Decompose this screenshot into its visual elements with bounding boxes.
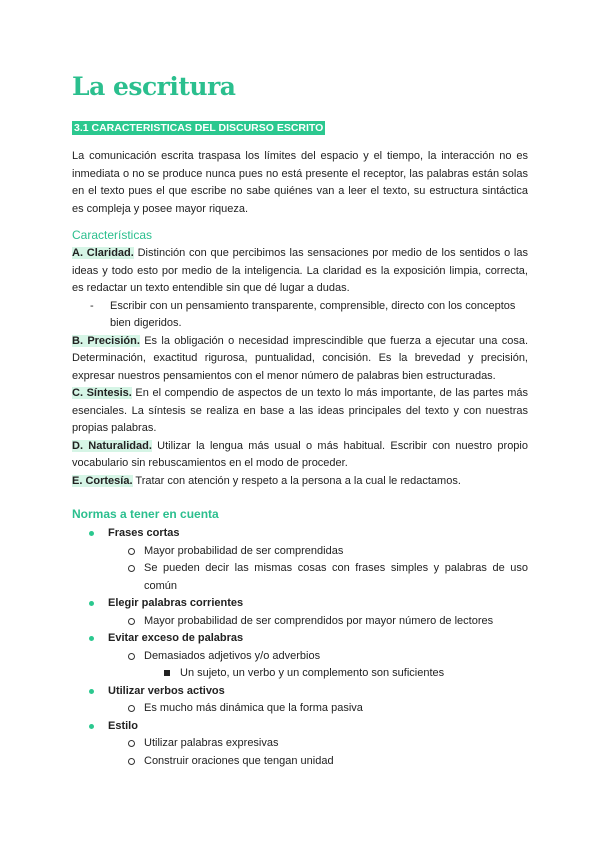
norm-subitem [72, 560, 528, 595]
norm-subitem [72, 753, 528, 771]
norm-item-estilo [72, 718, 528, 736]
document-title: La escritura [72, 72, 236, 101]
sintesis-paragraph [72, 385, 528, 438]
sintesis-label: C. Síntesis. [72, 387, 132, 399]
dash-marker: - [90, 299, 94, 312]
norm-subitem-text: Mayor probabilidad de ser comprendidos por mayor número de lectores [144, 614, 494, 627]
bullet-circle-icon [128, 705, 135, 712]
intro-paragraph: La comunicación escrita traspasa los límites del espacio y el tiempo, la interacción no es inmediata o no se produce nunca pues no está presente el receptor, las palabras están solas en el texto pues el que escribe no sabe quiénes van a leer el texto, su estructura sintáctica es compleja y posee mayor riqueza. [72, 150, 528, 215]
norm-label: Utilizar verbos activos [108, 684, 225, 697]
bullet-dot-icon [89, 724, 94, 729]
claridad-text: Distinción con que percibimos las sensaciones por medio de los sentidos o las ideas y todo esto por medio de la inteligencia. La claridad es la exposición limpia, correcta, es redactar un texto entendible sin que dé lugar a dudas. [72, 247, 528, 294]
norm-label: Frases cortas [108, 527, 180, 539]
sintesis-text: En el compendio de aspectos de un texto lo más importante, de las partes más esenciales. La síntesis se realiza en base a las ideas principales del texto y con nuestras propias palabras. [72, 387, 528, 434]
norm-subitem [72, 700, 528, 718]
naturalidad-paragraph [72, 438, 528, 473]
naturalidad-label: D. Naturalidad. [72, 439, 152, 452]
claridad-dash-item [72, 298, 528, 333]
norm-item-frases [72, 525, 528, 543]
claridad-label: A. Claridad. [72, 247, 134, 259]
bullet-dot-icon [89, 601, 94, 606]
bullet-dot-icon [89, 636, 94, 641]
norm-subitem [72, 735, 528, 753]
norms-heading: Normas a tener en cuenta [72, 507, 219, 521]
bullet-circle-icon [128, 548, 135, 555]
norm-subsubitem [72, 665, 528, 683]
naturalidad-text: Utilizar la lengua más usual o más habitual. Escribir con nuestro propio vocabulario sin rebuscamientos en el modo de proceder. [72, 439, 528, 469]
norms-list [72, 525, 528, 770]
norm-subitem [72, 648, 528, 666]
precision-label: B. Precisión. [72, 334, 140, 347]
norm-subitem-text: Construir oraciones que tengan unidad [144, 754, 334, 767]
norm-item-elegir [72, 595, 528, 613]
norm-subitem-text: Utilizar palabras expresivas [144, 737, 279, 749]
norm-item-evitar [72, 630, 528, 648]
bullet-circle-icon [128, 740, 135, 747]
section-heading: 3.1 CARACTERISTICAS DEL DISCURSO ESCRITO [74, 122, 324, 134]
cortesia-paragraph [72, 473, 528, 491]
norm-subsubitem-text: Un sujeto, un verbo y un complemento son suficientes [180, 667, 445, 679]
bullet-square-icon [164, 670, 170, 676]
cortesia-label: E. Cortesía. [72, 474, 133, 487]
claridad-dash-text: Escribir con un pensamiento transparente, comprensible, directo con los conceptos bien digeridos. [110, 299, 516, 329]
norm-subitem [72, 543, 528, 561]
cortesia-text: Tratar con atención y respeto a la persona a la cual le redactamos. [132, 474, 461, 487]
bullet-circle-icon [128, 758, 135, 765]
norm-subitem-text: Se pueden decir las mismas cosas con frases simples y palabras de uso común [144, 562, 528, 592]
norm-subitem-text: Demasiados adjetivos y/o adverbios [144, 649, 321, 662]
norm-label: Estilo [108, 719, 138, 732]
precision-text: Es la obligación o necesidad imprescindible que fuerza a ejecutar una cosa. Determinación, exactitud rigurosa, puntualidad, concisión. Es la brevedad y precisión, expresar nuestros pensamientos con el menor número de palabras bien estructuradas. [72, 334, 528, 382]
bullet-circle-icon [128, 653, 135, 660]
norm-subitem-text: Mayor probabilidad de ser comprendidas [144, 544, 344, 557]
claridad-paragraph [72, 245, 528, 298]
norm-label: Elegir palabras corrientes [108, 597, 244, 609]
norm-item-verbos [72, 683, 528, 701]
bullet-circle-icon [128, 618, 135, 625]
bullet-dot-icon [89, 531, 94, 536]
norm-subitem [72, 613, 528, 631]
precision-paragraph [72, 333, 528, 386]
bullet-dot-icon [89, 689, 94, 694]
norm-label: Evitar exceso de palabras [108, 632, 244, 644]
characteristics-block [72, 245, 528, 490]
bullet-circle-icon [128, 565, 135, 572]
norm-subitem-text: Es mucho más dinámica que la forma pasiva [144, 702, 363, 714]
characteristics-heading: Características [72, 228, 153, 242]
